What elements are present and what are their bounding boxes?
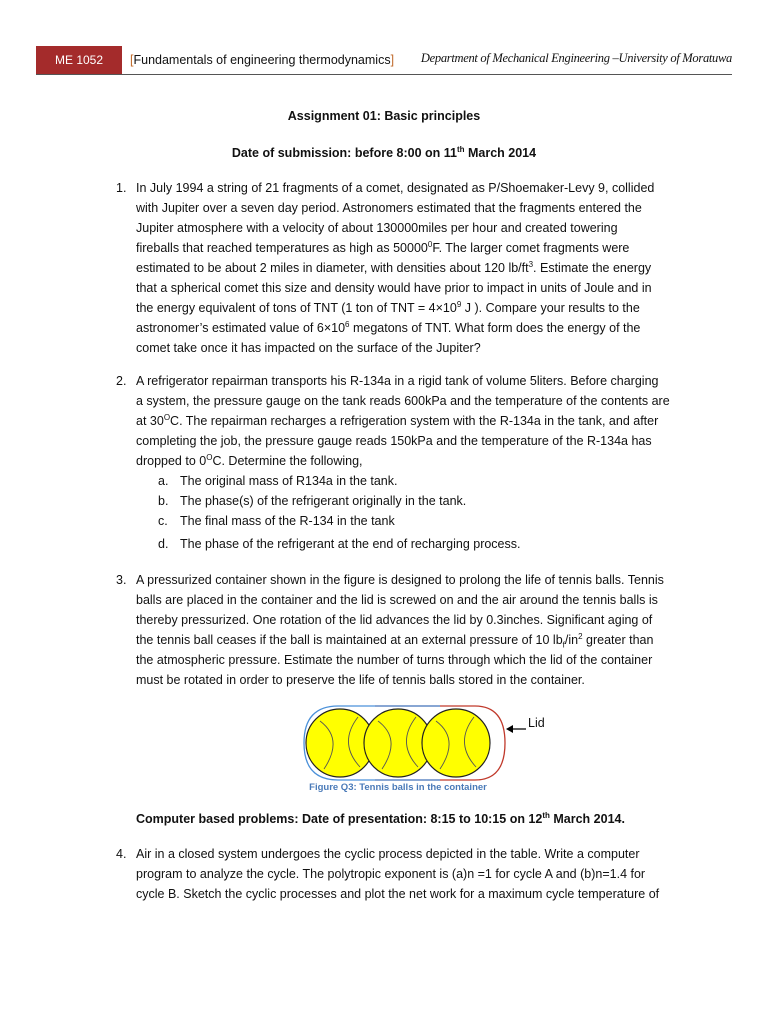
question-2-number: 2.: [116, 374, 127, 388]
figure-caption: Figure Q3: Tennis balls in the container: [309, 782, 487, 793]
question-3-text: A pressurized container shown in the figure is designed to prolong the life of tennis balls. Tennis balls are placed in the container and the lid is screwed on and the air around the tennis balls is thereby pressurized. One rotation of the lid advances the lid by 0.3inches. Significant aging of the tennis ball ceases if the ball is maintained at an external pressure of 10 $lb_f/in^2$ greater than the atmospheric pressure. Estimate the number of turns through which the lid of the container must be rotated in order to preserve the life of tennis balls stored in the container.: [136, 573, 664, 687]
course-code-badge: ME 1052: [36, 46, 122, 74]
tennis-ball-3: [422, 709, 490, 777]
list-item-label: a.: [158, 474, 169, 488]
question-1-number: 1.: [116, 181, 127, 195]
course-title: [130, 53, 394, 67]
course-title-text: Fundamentals of engineering thermodynamics: [133, 53, 391, 67]
question-2-text: A refrigerator repairman transports his R-134a in a rigid tank of volume 5liters. Before charging a system, the pressure gauge on the tank reads 600kPa and the temperature of the contents are at $30^OC$. The repairman recharges a refrigeration system with the R-134a in the tank, and after completing the job, the pressure gauge reads 150kPa and the temperature of the R-134a has dropped to $0^OC$. Determine the following,: [136, 374, 670, 468]
list-item: The phase of the refrigerant at the end of recharging process.: [180, 537, 521, 551]
question-4-text: Air in a closed system undergoes the cyclic process depicted in the table. Write a computer program to analyze the cycle. The polytropic exponent is (a)n =1 for cycle A and (b)n=1.4 for cycle B. Sketch the cyclic processes and plot the net work for a maximum cycle temperature of: [136, 847, 660, 901]
bracket-close: ]: [390, 53, 395, 67]
department-name: Department of Mechanical Engineering –University of Moratuwa: [420, 51, 732, 65]
lid-label: Lid: [528, 716, 545, 730]
list-item-label: b.: [158, 494, 169, 508]
assignment-title: Assignment 01: Basic principles: [287, 109, 481, 123]
page-header: [36, 46, 732, 76]
lid-arrow-head: [506, 725, 513, 733]
list-item-label: c.: [158, 514, 168, 528]
computer-problems-heading: Computer based problems: Date of presentation: 8:15 to 10:15 on 12th March 2014.: [136, 810, 625, 826]
question-4-number: 4.: [116, 847, 127, 861]
list-item: The original mass of R134a in the tank.: [180, 474, 398, 488]
tennis-ball-container-figure: [300, 703, 560, 783]
list-item: The final mass of the R-134 in the tank: [180, 514, 395, 528]
bracket-open: [: [130, 53, 134, 67]
list-item: The phase(s) of the refrigerant originally in the tank.: [180, 494, 467, 508]
question-3-number: 3.: [116, 573, 127, 587]
list-item-label: d.: [158, 537, 169, 551]
header-divider: [36, 74, 732, 75]
question-1-text: In July 1994 a string of 21 fragments of a comet, designated as P/Shoemaker-Levy 9, collided with Jupiter over a seven day period. Astronomers estimated that the fragments entered the Jupiter atmosphere with a velocity of about 130000miles per hour and created towering fireballs that reached temperatures as high as 50000$^0$F. The larger comet fragments were estimated to be about 2 miles in diameter, with densities about 120 $lb/ft^3$. Estimate the energy that a spherical comet this size and density would have prior to impact in units of Joule and in the energy equivalent of tons of TNT (1 ton of TNT = $4\times 10^9$ J ). Compare your results to the astronomer’s estimated value of $6\times 10^6$ megatons of TNT. What form does the energy of the comet take once it has impacted on the surface of the Jupiter?: [136, 181, 655, 355]
submission-date: Date of submission: before 8:00 on 11th March 2014: [231, 144, 537, 160]
